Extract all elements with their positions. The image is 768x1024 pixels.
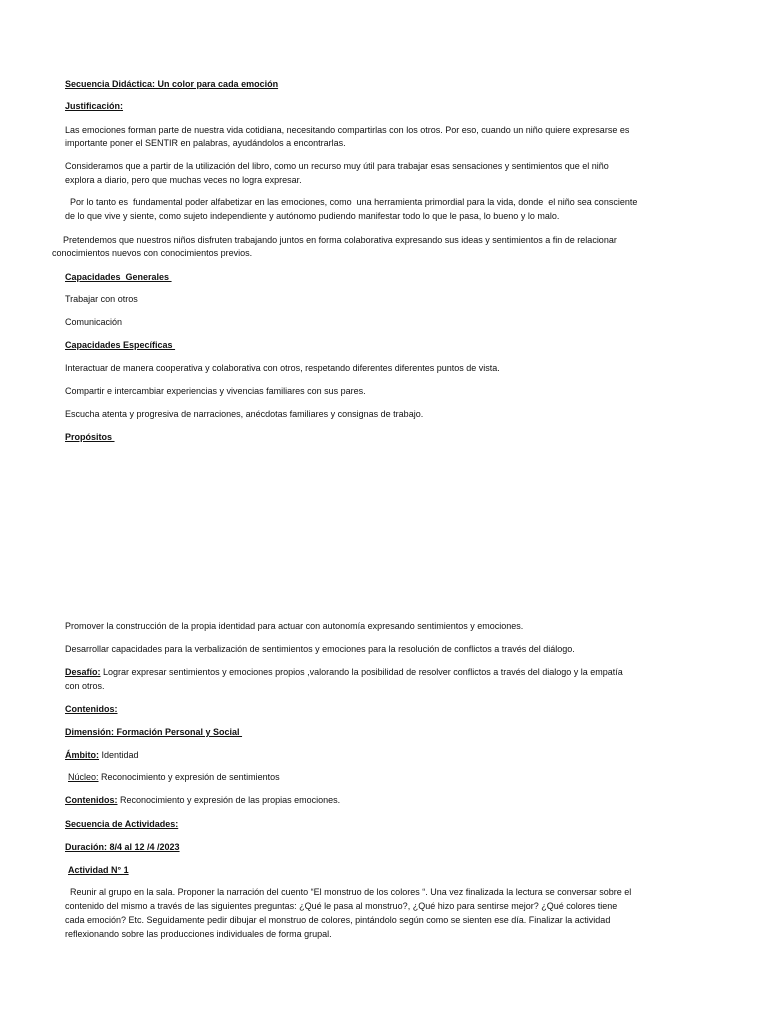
nucleo-line bbox=[68, 770, 280, 784]
capacidad-general-item: Comunicación bbox=[65, 317, 123, 327]
duracion-heading: Duración: 8/4 al 12 /4 /2023 bbox=[65, 842, 180, 852]
justificacion-paragraph-4-line-1: Pretendemos que nuestros niños disfruten trabajando juntos en forma colaborativa expresando sus ideas y sentimientos a fin de relacionar bbox=[63, 235, 617, 245]
contenidos-label: Contenidos: bbox=[65, 795, 118, 805]
desafio-text: Lograr expresar sentimientos y emociones propios ,valorando la posibilidad de resolver conflictos a través del dialogo y la empatía bbox=[100, 667, 623, 677]
actividad-1-line-2: contenido del mismo a través de las siguientes preguntas: ¿Qué le pasa al monstruo?, ¿Qué hizo para sentirse mejor? ¿Qué colores tiene bbox=[65, 901, 618, 911]
secuencia-actividades-heading: Secuencia de Actividades: bbox=[65, 819, 179, 829]
actividad-1-line-3: cada emoción? Etc. Seguidamente pedir dibujar el monstruo de colores, pintándolo según como se sienten ese día. Finalizar la actividad bbox=[65, 915, 611, 925]
justificacion-paragraph-1-line-1: Las emociones forman parte de nuestra vida cotidiana, necesitando compartirlas con los otros. Por eso, cuando un niño quiere expresarse es bbox=[65, 125, 630, 135]
nucleo-value: Reconocimiento y expresión de sentimientos bbox=[98, 772, 280, 782]
justificacion-paragraph-2-line-2: explora a diario, pero que muchas veces no logra expresar. bbox=[65, 175, 302, 185]
capacidad-especifica-item: Escucha atenta y progresiva de narraciones, anécdotas familiares y consignas de trabajo. bbox=[65, 409, 424, 419]
justificacion-paragraph-2-line-1: Consideramos que a partir de la utilización del libro, como un recurso muy útil para trabajar esas sensaciones y sentimientos que el niño bbox=[65, 161, 609, 171]
contenidos-value: Reconocimiento y expresión de las propias emociones. bbox=[117, 795, 341, 805]
ambito-label: Ámbito: bbox=[65, 750, 99, 760]
proposito-item: Desarrollar capacidades para la verbalización de sentimientos y emociones para la resolución de conflictos a través del diálogo. bbox=[65, 644, 575, 654]
propositos-heading: Propósitos bbox=[65, 432, 115, 442]
justificacion-paragraph-3-line-1: Por lo tanto es fundamental poder alfabetizar en las emociones, como una herramienta primordial para la vida, donde el niño sea consciente bbox=[65, 197, 638, 207]
justificacion-heading: Justificación: bbox=[65, 101, 124, 111]
capacidad-especifica-item: Compartir e intercambiar experiencias y vivencias familiares con sus pares. bbox=[65, 386, 366, 396]
actividad-1-line-4: reflexionando sobre las producciones individuales de forma grupal. bbox=[65, 929, 332, 939]
dimension-heading: Dimensión: Formación Personal y Social bbox=[65, 727, 243, 737]
desafio-line-2: con otros. bbox=[65, 681, 105, 691]
contenidos-heading: Contenidos: bbox=[65, 704, 118, 714]
ambito-value: Identidad bbox=[99, 750, 139, 760]
capacidades-especificas-heading: Capacidades Específicas bbox=[65, 340, 176, 350]
justificacion-paragraph-4-line-2: conocimientos nuevos con conocimientos previos. bbox=[52, 248, 253, 258]
nucleo-label: Núcleo: bbox=[68, 772, 99, 782]
document-title: Secuencia Didáctica: Un color para cada emoción bbox=[65, 79, 279, 89]
contenidos-line bbox=[65, 793, 340, 807]
capacidad-especifica-item: Interactuar de manera cooperativa y colaborativa con otros, respetando diferentes diferentes puntos de vista. bbox=[65, 363, 500, 373]
desafio-label: Desafío: bbox=[65, 667, 101, 677]
actividad-1-heading: Actividad N° 1 bbox=[68, 865, 129, 875]
ambito-line bbox=[65, 748, 139, 762]
actividad-1-line-1: Reunir al grupo en la sala. Proponer la narración del cuento “El monstruo de los colores “. Una vez finalizada la lectura se conversar sobre el bbox=[65, 887, 632, 897]
capacidades-generales-heading: Capacidades Generales bbox=[65, 272, 172, 282]
desafio-line-1 bbox=[65, 665, 623, 679]
justificacion-paragraph-1-line-2: importante poner el SENTIR en palabras, ayudándolos a encontrarlas. bbox=[65, 138, 346, 148]
justificacion-paragraph-3-line-2: de lo que vive y siente, como sujeto independiente y autónomo pudiendo manifestar todo lo que le pasa, lo bueno y lo malo. bbox=[65, 211, 560, 221]
proposito-item: Promover la construcción de la propia identidad para actuar con autonomía expresando sentimientos y emociones. bbox=[65, 621, 524, 631]
capacidad-general-item: Trabajar con otros bbox=[65, 294, 138, 304]
